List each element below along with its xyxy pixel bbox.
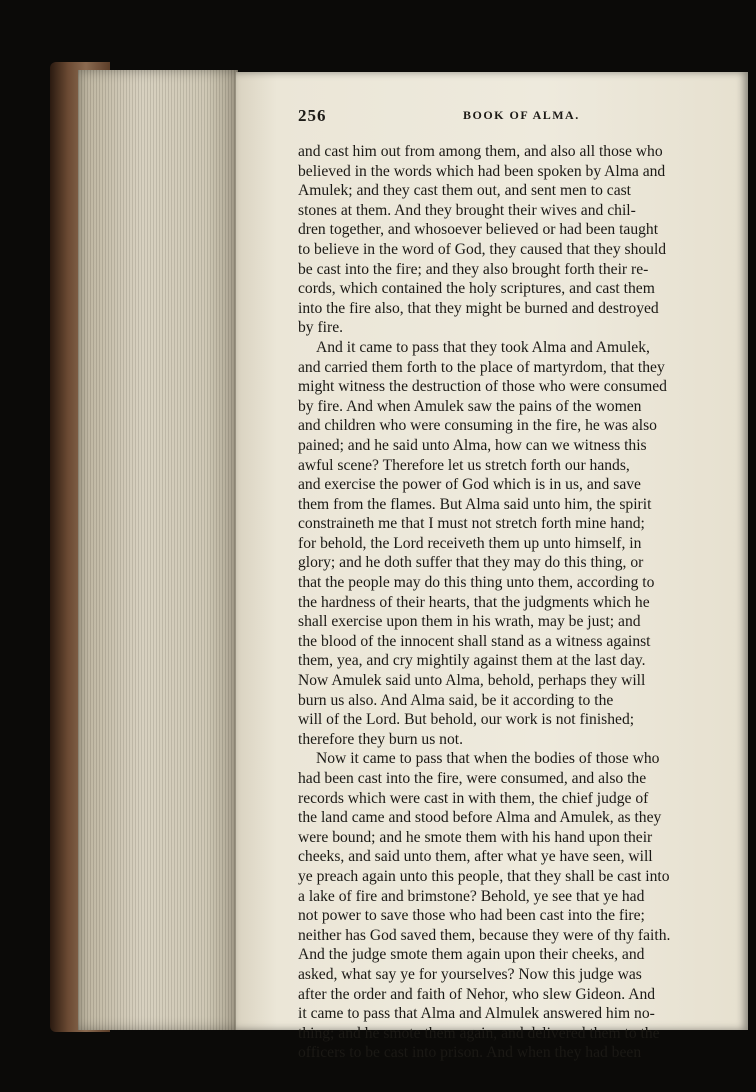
- text-line: thing; and he smote them again, and delivered them to the: [298, 1024, 660, 1042]
- text-line: and carried them forth to the place of martyrdom, that they: [298, 358, 665, 376]
- text-line: constraineth me that I must not stretch forth mine hand;: [298, 515, 645, 533]
- text-line: dren together, and whosoever believed or had been taught: [298, 221, 659, 239]
- text-line: be cast into the fire; and they also brought forth their re-: [298, 260, 649, 278]
- text-line: awful scene? Therefore let us stretch forth our hands,: [298, 456, 630, 474]
- text-line: will of the Lord. But behold, our work is not finished;: [298, 711, 635, 729]
- text-line: Now Amulek said unto Alma, behold, perhaps they will: [298, 672, 646, 690]
- text-line: a lake of fire and brimstone? Behold, ye see that ye had: [298, 887, 645, 905]
- book-page: [236, 72, 748, 1062]
- text-line: were bound; and he smote them with his hand upon their: [298, 828, 653, 846]
- text-line: cheeks, and said unto them, after what ye have seen, will: [298, 848, 653, 866]
- text-line: by fire.: [298, 319, 344, 337]
- body-text: [298, 142, 756, 1063]
- text-line: the hardness of their hearts, that the judgments which he: [298, 593, 650, 611]
- text-line: by fire. And when Amulek saw the pains of the women: [298, 397, 642, 415]
- text-line: into the fire also, that they might be burned and destroyed: [298, 299, 659, 317]
- text-line: after the order and faith of Nehor, who slew Gideon. And: [298, 985, 656, 1003]
- text-line: them from the flames. But Alma said unto him, the spirit: [298, 495, 652, 513]
- text-line: Now it came to pass that when the bodies of those who: [316, 750, 660, 768]
- text-line: stones at them. And they brought their wives and chil-: [298, 201, 636, 219]
- text-line: shall exercise upon them in his wrath, may be just; and: [298, 613, 641, 631]
- text-line: had been cast into the fire, were consumed, and also the: [298, 770, 647, 787]
- text-line: asked, what say ye for yourselves? Now this judge was: [298, 965, 642, 983]
- text-line: the blood of the innocent shall stand as a witness against: [298, 632, 651, 650]
- page-header: [298, 106, 738, 126]
- text-line: ye preach again unto this people, that they shall be cast into: [298, 867, 670, 885]
- text-line: burn us also. And Alma said, be it according to the: [298, 691, 614, 709]
- text-line: neither has God saved them, because they were of thy faith.: [298, 926, 671, 944]
- text-line: officers to be cast into prison. And when they had been: [298, 1044, 642, 1062]
- page-number: 256: [298, 106, 327, 125]
- text-line: believed in the words which had been spoken by Alma and: [298, 162, 666, 180]
- text-line: therefore they burn us not.: [298, 730, 463, 748]
- text-line: might witness the destruction of those who were consumed: [298, 378, 667, 396]
- text-line: them, yea, and cry mightily against them at the last day.: [298, 652, 646, 670]
- text-line: Amulek; and they cast them out, and sent men to cast: [298, 182, 632, 200]
- text-line: and children who were consuming in the fire, he was also: [298, 417, 657, 435]
- text-line: records which were cast in with them, the chief judge of: [298, 789, 649, 807]
- text-line: it came to pass that Alma and Almulek answered him no-: [298, 1005, 655, 1023]
- text-line: and cast him out from among them, and also all those who: [298, 143, 663, 160]
- text-line: And it came to pass that they took Alma and Amulek,: [316, 338, 650, 356]
- running-head: BOOK OF ALMA.: [463, 108, 580, 122]
- text-line: pained; and he said unto Alma, how can we witness this: [298, 436, 647, 454]
- text-line: not power to save those who had been cast into the fire;: [298, 907, 645, 925]
- text-line: for behold, the Lord receiveth them up unto himself, in: [298, 534, 642, 552]
- text-line: and exercise the power of God which is in us, and save: [298, 476, 641, 494]
- text-line: And the judge smote them again upon their cheeks, and: [298, 946, 645, 964]
- text-line: the land came and stood before Alma and Amulek, as they: [298, 809, 662, 827]
- text-line: cords, which contained the holy scriptures, and cast them: [298, 280, 655, 298]
- text-line: glory; and he doth suffer that they may do this thing, or: [298, 554, 644, 572]
- text-line: to believe in the word of God, they caused that they should: [298, 240, 667, 258]
- page-stack-edge: [78, 70, 238, 1030]
- text-line: that the people may do this thing unto them, according to: [298, 574, 655, 592]
